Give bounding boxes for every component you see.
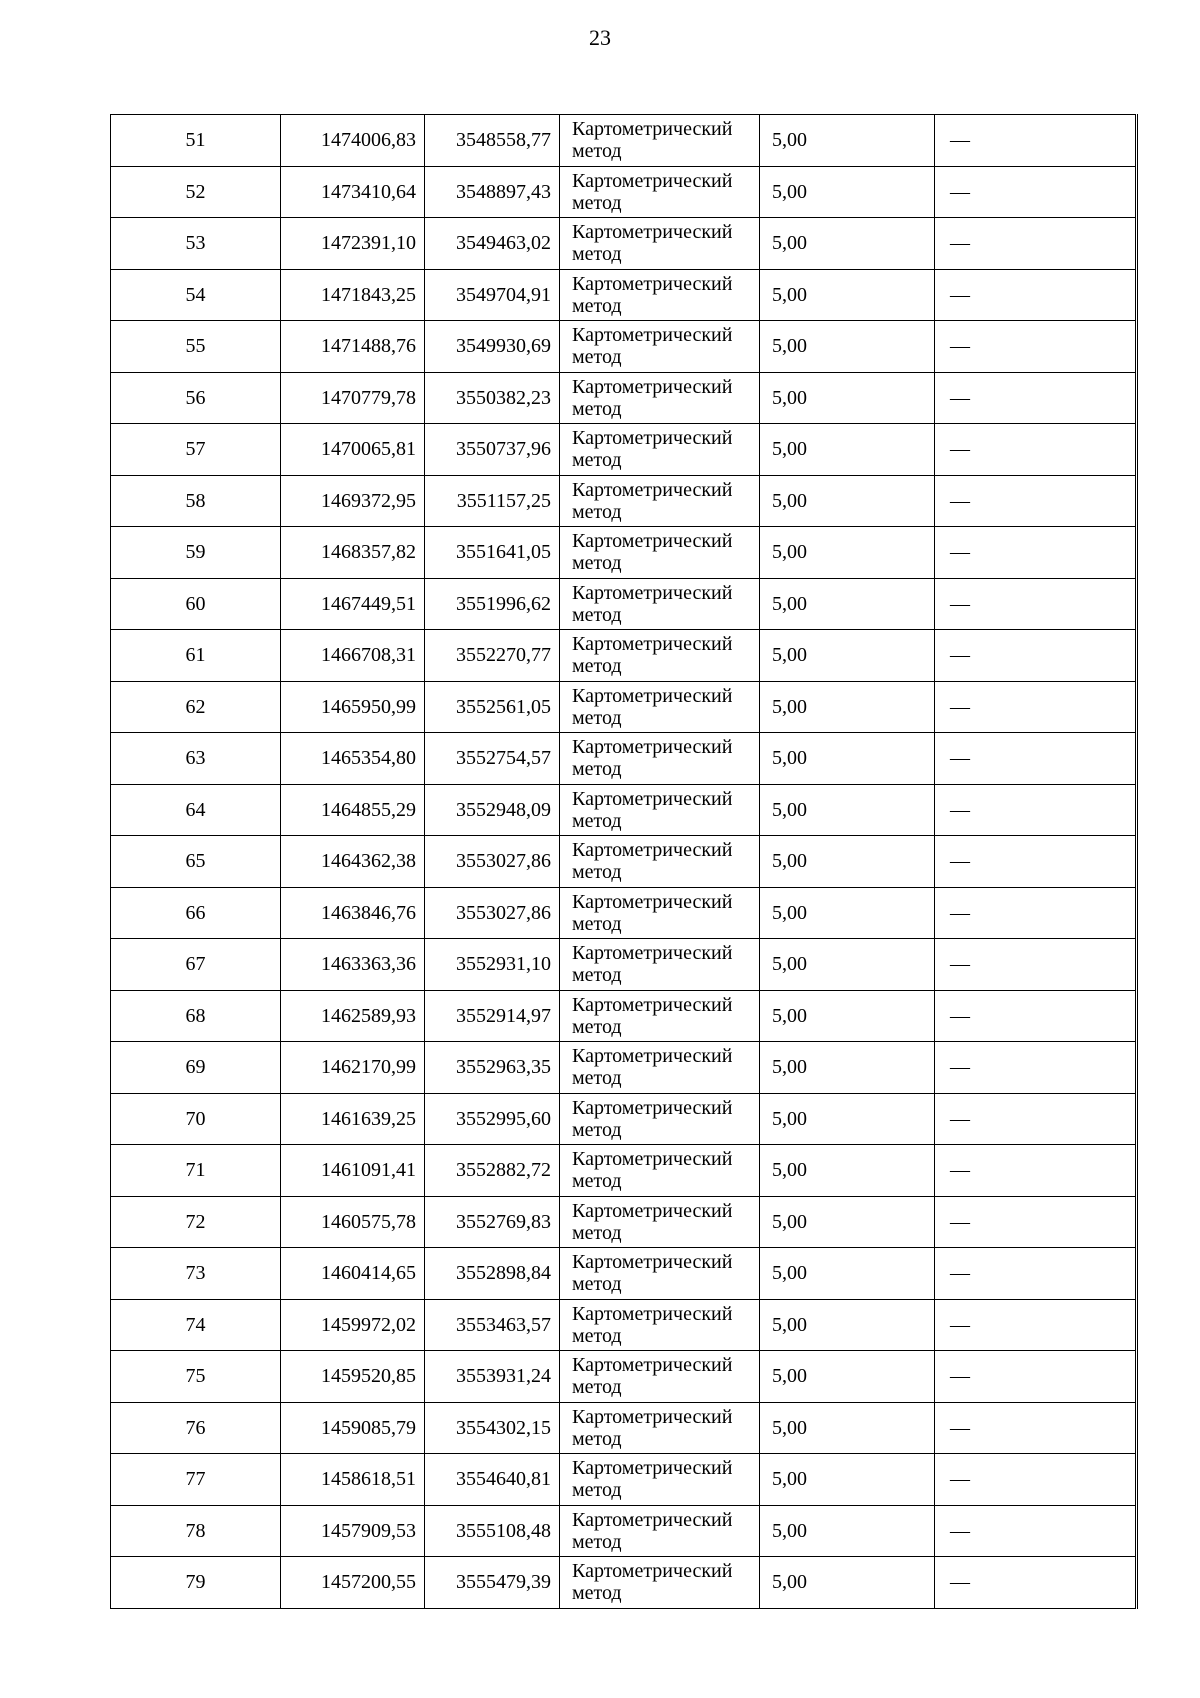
x-coordinate-cell: 1463846,76	[281, 887, 425, 939]
method-text-line2: метод	[572, 1479, 622, 1502]
coordinates-table	[110, 114, 1138, 1609]
method-cell	[560, 1505, 760, 1557]
method-text-line2: метод	[572, 294, 622, 317]
method-cell	[560, 475, 760, 527]
point-number-cell: 76	[111, 1402, 281, 1454]
method-text-line1: Картометрический	[572, 993, 733, 1016]
method-cell	[560, 166, 760, 218]
method-cell	[560, 1042, 760, 1094]
description-cell: —	[935, 424, 1137, 476]
method-text-line2: метод	[572, 1530, 622, 1553]
table-row	[111, 527, 1137, 579]
method-text-line1: Картометрический	[572, 1302, 733, 1325]
accuracy-cell: 5,00	[760, 1505, 935, 1557]
accuracy-cell: 5,00	[760, 681, 935, 733]
method-cell	[560, 1093, 760, 1145]
method-text-line1: Картометрический	[572, 633, 733, 656]
x-coordinate-cell: 1473410,64	[281, 166, 425, 218]
table-row	[111, 578, 1137, 630]
accuracy-cell: 5,00	[760, 836, 935, 888]
method-text-line2: метод	[572, 1067, 622, 1090]
y-coordinate-cell: 3551641,05	[425, 527, 560, 579]
method-text-line1: Картометрический	[572, 272, 733, 295]
method-text-line2: метод	[572, 1170, 622, 1193]
method-text-line1: Картометрический	[572, 478, 733, 501]
table-row	[111, 1299, 1137, 1351]
point-number-cell: 57	[111, 424, 281, 476]
x-coordinate-cell: 1459972,02	[281, 1299, 425, 1351]
method-text-line2: метод	[572, 243, 622, 266]
x-coordinate-cell: 1459085,79	[281, 1402, 425, 1454]
point-number-cell: 63	[111, 733, 281, 785]
y-coordinate-cell: 3552270,77	[425, 630, 560, 682]
accuracy-cell: 5,00	[760, 166, 935, 218]
accuracy-cell: 5,00	[760, 218, 935, 270]
description-cell: —	[935, 1402, 1137, 1454]
description-cell: —	[935, 1454, 1137, 1506]
description-cell: —	[935, 321, 1137, 373]
table-row	[111, 1042, 1137, 1094]
method-cell	[560, 784, 760, 836]
accuracy-cell: 5,00	[760, 269, 935, 321]
description-cell: —	[935, 115, 1137, 167]
x-coordinate-cell: 1464855,29	[281, 784, 425, 836]
accuracy-cell: 5,00	[760, 1042, 935, 1094]
point-number-cell: 61	[111, 630, 281, 682]
point-number-cell: 65	[111, 836, 281, 888]
method-text-line2: метод	[572, 346, 622, 369]
method-text-line2: метод	[572, 140, 622, 163]
point-number-cell: 69	[111, 1042, 281, 1094]
table-row	[111, 990, 1137, 1042]
method-text-line1: Картометрический	[572, 1405, 733, 1428]
method-text-line2: метод	[572, 758, 622, 781]
point-number-cell: 52	[111, 166, 281, 218]
table-row	[111, 836, 1137, 888]
x-coordinate-cell: 1464362,38	[281, 836, 425, 888]
method-text-line1: Картометрический	[572, 1148, 733, 1171]
x-coordinate-cell: 1465950,99	[281, 681, 425, 733]
y-coordinate-cell: 3551996,62	[425, 578, 560, 630]
table-row	[111, 166, 1137, 218]
x-coordinate-cell: 1459520,85	[281, 1351, 425, 1403]
method-text-line1: Картометрический	[572, 1560, 733, 1583]
accuracy-cell: 5,00	[760, 1093, 935, 1145]
method-text-line1: Картометрический	[572, 221, 733, 244]
point-number-cell: 56	[111, 372, 281, 424]
method-text-line1: Картометрический	[572, 118, 733, 141]
description-cell: —	[935, 1196, 1137, 1248]
accuracy-cell: 5,00	[760, 115, 935, 167]
y-coordinate-cell: 3552769,83	[425, 1196, 560, 1248]
table-row	[111, 887, 1137, 939]
description-cell: —	[935, 218, 1137, 270]
method-text-line1: Картометрический	[572, 427, 733, 450]
method-text-line2: метод	[572, 1582, 622, 1605]
x-coordinate-cell: 1470779,78	[281, 372, 425, 424]
table-row	[111, 681, 1137, 733]
method-text-line2: метод	[572, 1015, 622, 1038]
point-number-cell: 79	[111, 1557, 281, 1609]
point-number-cell: 77	[111, 1454, 281, 1506]
x-coordinate-cell: 1462589,93	[281, 990, 425, 1042]
point-number-cell: 60	[111, 578, 281, 630]
method-cell	[560, 578, 760, 630]
method-cell	[560, 1299, 760, 1351]
description-cell: —	[935, 1042, 1137, 1094]
method-text-line2: метод	[572, 809, 622, 832]
point-number-cell: 64	[111, 784, 281, 836]
table-row	[111, 372, 1137, 424]
y-coordinate-cell: 3552561,05	[425, 681, 560, 733]
method-text-line1: Картометрический	[572, 581, 733, 604]
y-coordinate-cell: 3555479,39	[425, 1557, 560, 1609]
accuracy-cell: 5,00	[760, 1557, 935, 1609]
accuracy-cell: 5,00	[760, 990, 935, 1042]
x-coordinate-cell: 1466708,31	[281, 630, 425, 682]
accuracy-cell: 5,00	[760, 1402, 935, 1454]
point-number-cell: 53	[111, 218, 281, 270]
description-cell: —	[935, 1557, 1137, 1609]
accuracy-cell: 5,00	[760, 887, 935, 939]
point-number-cell: 55	[111, 321, 281, 373]
description-cell: —	[935, 887, 1137, 939]
accuracy-cell: 5,00	[760, 1299, 935, 1351]
point-number-cell: 67	[111, 939, 281, 991]
method-text-line2: метод	[572, 449, 622, 472]
y-coordinate-cell: 3553931,24	[425, 1351, 560, 1403]
accuracy-cell: 5,00	[760, 1351, 935, 1403]
method-text-line1: Картометрический	[572, 1354, 733, 1377]
accuracy-cell: 5,00	[760, 321, 935, 373]
y-coordinate-cell: 3548558,77	[425, 115, 560, 167]
y-coordinate-cell: 3549704,91	[425, 269, 560, 321]
method-text-line1: Картометрический	[572, 684, 733, 707]
table-row	[111, 1505, 1137, 1557]
table-row	[111, 733, 1137, 785]
description-cell: —	[935, 578, 1137, 630]
method-text-line1: Картометрический	[572, 736, 733, 759]
table-body	[111, 115, 1137, 1609]
method-text-line2: метод	[572, 552, 622, 575]
method-text-line2: метод	[572, 191, 622, 214]
y-coordinate-cell: 3548897,43	[425, 166, 560, 218]
description-cell: —	[935, 1145, 1137, 1197]
description-cell: —	[935, 681, 1137, 733]
table-row	[111, 424, 1137, 476]
table-row	[111, 1145, 1137, 1197]
table-row	[111, 1454, 1137, 1506]
description-cell: —	[935, 939, 1137, 991]
point-number-cell: 72	[111, 1196, 281, 1248]
description-cell: —	[935, 269, 1137, 321]
y-coordinate-cell: 3552931,10	[425, 939, 560, 991]
method-cell	[560, 1454, 760, 1506]
method-cell	[560, 887, 760, 939]
method-cell	[560, 1351, 760, 1403]
method-text-line2: метод	[572, 500, 622, 523]
y-coordinate-cell: 3553027,86	[425, 836, 560, 888]
point-number-cell: 54	[111, 269, 281, 321]
method-text-line1: Картометрический	[572, 1045, 733, 1068]
accuracy-cell: 5,00	[760, 1196, 935, 1248]
method-cell	[560, 218, 760, 270]
method-text-line2: метод	[572, 1118, 622, 1141]
method-text-line2: метод	[572, 655, 622, 678]
method-text-line1: Картометрический	[572, 1199, 733, 1222]
method-text-line2: метод	[572, 861, 622, 884]
method-text-line1: Картометрический	[572, 530, 733, 553]
method-cell	[560, 1402, 760, 1454]
x-coordinate-cell: 1471488,76	[281, 321, 425, 373]
x-coordinate-cell: 1458618,51	[281, 1454, 425, 1506]
point-number-cell: 51	[111, 115, 281, 167]
accuracy-cell: 5,00	[760, 372, 935, 424]
method-cell	[560, 939, 760, 991]
point-number-cell: 71	[111, 1145, 281, 1197]
x-coordinate-cell: 1461639,25	[281, 1093, 425, 1145]
method-cell	[560, 1196, 760, 1248]
accuracy-cell: 5,00	[760, 1145, 935, 1197]
y-coordinate-cell: 3549463,02	[425, 218, 560, 270]
table-row	[111, 1248, 1137, 1300]
method-text-line1: Картометрический	[572, 839, 733, 862]
y-coordinate-cell: 3552754,57	[425, 733, 560, 785]
table-row	[111, 269, 1137, 321]
method-text-line1: Картометрический	[572, 324, 733, 347]
method-cell	[560, 681, 760, 733]
method-text-line2: метод	[572, 603, 622, 626]
accuracy-cell: 5,00	[760, 578, 935, 630]
point-number-cell: 75	[111, 1351, 281, 1403]
method-text-line2: метод	[572, 1273, 622, 1296]
method-text-line2: метод	[572, 1221, 622, 1244]
x-coordinate-cell: 1462170,99	[281, 1042, 425, 1094]
table-row	[111, 1351, 1137, 1403]
method-cell	[560, 372, 760, 424]
method-cell	[560, 424, 760, 476]
y-coordinate-cell: 3552995,60	[425, 1093, 560, 1145]
accuracy-cell: 5,00	[760, 1248, 935, 1300]
y-coordinate-cell: 3552898,84	[425, 1248, 560, 1300]
y-coordinate-cell: 3554640,81	[425, 1454, 560, 1506]
y-coordinate-cell: 3555108,48	[425, 1505, 560, 1557]
point-number-cell: 62	[111, 681, 281, 733]
y-coordinate-cell: 3553027,86	[425, 887, 560, 939]
y-coordinate-cell: 3550382,23	[425, 372, 560, 424]
accuracy-cell: 5,00	[760, 527, 935, 579]
method-text-line1: Картометрический	[572, 890, 733, 913]
description-cell: —	[935, 630, 1137, 682]
y-coordinate-cell: 3552963,35	[425, 1042, 560, 1094]
x-coordinate-cell: 1460575,78	[281, 1196, 425, 1248]
point-number-cell: 74	[111, 1299, 281, 1351]
table-row	[111, 784, 1137, 836]
point-number-cell: 78	[111, 1505, 281, 1557]
table-row	[111, 321, 1137, 373]
x-coordinate-cell: 1460414,65	[281, 1248, 425, 1300]
method-cell	[560, 1557, 760, 1609]
accuracy-cell: 5,00	[760, 939, 935, 991]
table-row	[111, 475, 1137, 527]
method-text-line1: Картометрический	[572, 1508, 733, 1531]
method-text-line2: метод	[572, 964, 622, 987]
x-coordinate-cell: 1470065,81	[281, 424, 425, 476]
method-cell	[560, 527, 760, 579]
x-coordinate-cell: 1457200,55	[281, 1557, 425, 1609]
point-number-cell: 66	[111, 887, 281, 939]
x-coordinate-cell: 1461091,41	[281, 1145, 425, 1197]
method-cell	[560, 630, 760, 682]
x-coordinate-cell: 1469372,95	[281, 475, 425, 527]
point-number-cell: 73	[111, 1248, 281, 1300]
table-row	[111, 1093, 1137, 1145]
point-number-cell: 68	[111, 990, 281, 1042]
method-text-line1: Картометрический	[572, 169, 733, 192]
description-cell: —	[935, 990, 1137, 1042]
table-row	[111, 1196, 1137, 1248]
table-row	[111, 1557, 1137, 1609]
table-row	[111, 115, 1137, 167]
accuracy-cell: 5,00	[760, 1454, 935, 1506]
y-coordinate-cell: 3551157,25	[425, 475, 560, 527]
method-cell	[560, 269, 760, 321]
description-cell: —	[935, 475, 1137, 527]
x-coordinate-cell: 1463363,36	[281, 939, 425, 991]
description-cell: —	[935, 836, 1137, 888]
description-cell: —	[935, 1299, 1137, 1351]
method-text-line2: метод	[572, 1427, 622, 1450]
table-row	[111, 630, 1137, 682]
method-cell	[560, 733, 760, 785]
y-coordinate-cell: 3554302,15	[425, 1402, 560, 1454]
accuracy-cell: 5,00	[760, 630, 935, 682]
description-cell: —	[935, 372, 1137, 424]
method-cell	[560, 1248, 760, 1300]
x-coordinate-cell: 1472391,10	[281, 218, 425, 270]
accuracy-cell: 5,00	[760, 733, 935, 785]
x-coordinate-cell: 1465354,80	[281, 733, 425, 785]
y-coordinate-cell: 3552948,09	[425, 784, 560, 836]
method-text-line1: Картометрический	[572, 942, 733, 965]
description-cell: —	[935, 1505, 1137, 1557]
y-coordinate-cell: 3552882,72	[425, 1145, 560, 1197]
description-cell: —	[935, 166, 1137, 218]
x-coordinate-cell: 1471843,25	[281, 269, 425, 321]
method-text-line2: метод	[572, 706, 622, 729]
table-row	[111, 939, 1137, 991]
y-coordinate-cell: 3553463,57	[425, 1299, 560, 1351]
method-text-line1: Картометрический	[572, 1096, 733, 1119]
y-coordinate-cell: 3549930,69	[425, 321, 560, 373]
method-text-line1: Картометрический	[572, 787, 733, 810]
description-cell: —	[935, 1248, 1137, 1300]
method-text-line1: Картометрический	[572, 375, 733, 398]
description-cell: —	[935, 1093, 1137, 1145]
description-cell: —	[935, 733, 1137, 785]
point-number-cell: 58	[111, 475, 281, 527]
table-row	[111, 218, 1137, 270]
point-number-cell: 59	[111, 527, 281, 579]
x-coordinate-cell: 1474006,83	[281, 115, 425, 167]
accuracy-cell: 5,00	[760, 475, 935, 527]
method-text-line2: метод	[572, 397, 622, 420]
description-cell: —	[935, 784, 1137, 836]
page-number: 23	[589, 25, 611, 50]
x-coordinate-cell: 1457909,53	[281, 1505, 425, 1557]
method-cell	[560, 990, 760, 1042]
table-row	[111, 1402, 1137, 1454]
y-coordinate-cell: 3550737,96	[425, 424, 560, 476]
x-coordinate-cell: 1468357,82	[281, 527, 425, 579]
accuracy-cell: 5,00	[760, 784, 935, 836]
method-cell	[560, 836, 760, 888]
accuracy-cell: 5,00	[760, 424, 935, 476]
x-coordinate-cell: 1467449,51	[281, 578, 425, 630]
method-cell	[560, 1145, 760, 1197]
method-cell	[560, 115, 760, 167]
description-cell: —	[935, 527, 1137, 579]
method-text-line2: метод	[572, 1324, 622, 1347]
method-text-line2: метод	[572, 912, 622, 935]
coordinates-table-container	[110, 114, 1138, 1609]
y-coordinate-cell: 3552914,97	[425, 990, 560, 1042]
point-number-cell: 70	[111, 1093, 281, 1145]
method-text-line2: метод	[572, 1376, 622, 1399]
method-cell	[560, 321, 760, 373]
method-text-line1: Картометрический	[572, 1457, 733, 1480]
description-cell: —	[935, 1351, 1137, 1403]
method-text-line1: Картометрический	[572, 1251, 733, 1274]
